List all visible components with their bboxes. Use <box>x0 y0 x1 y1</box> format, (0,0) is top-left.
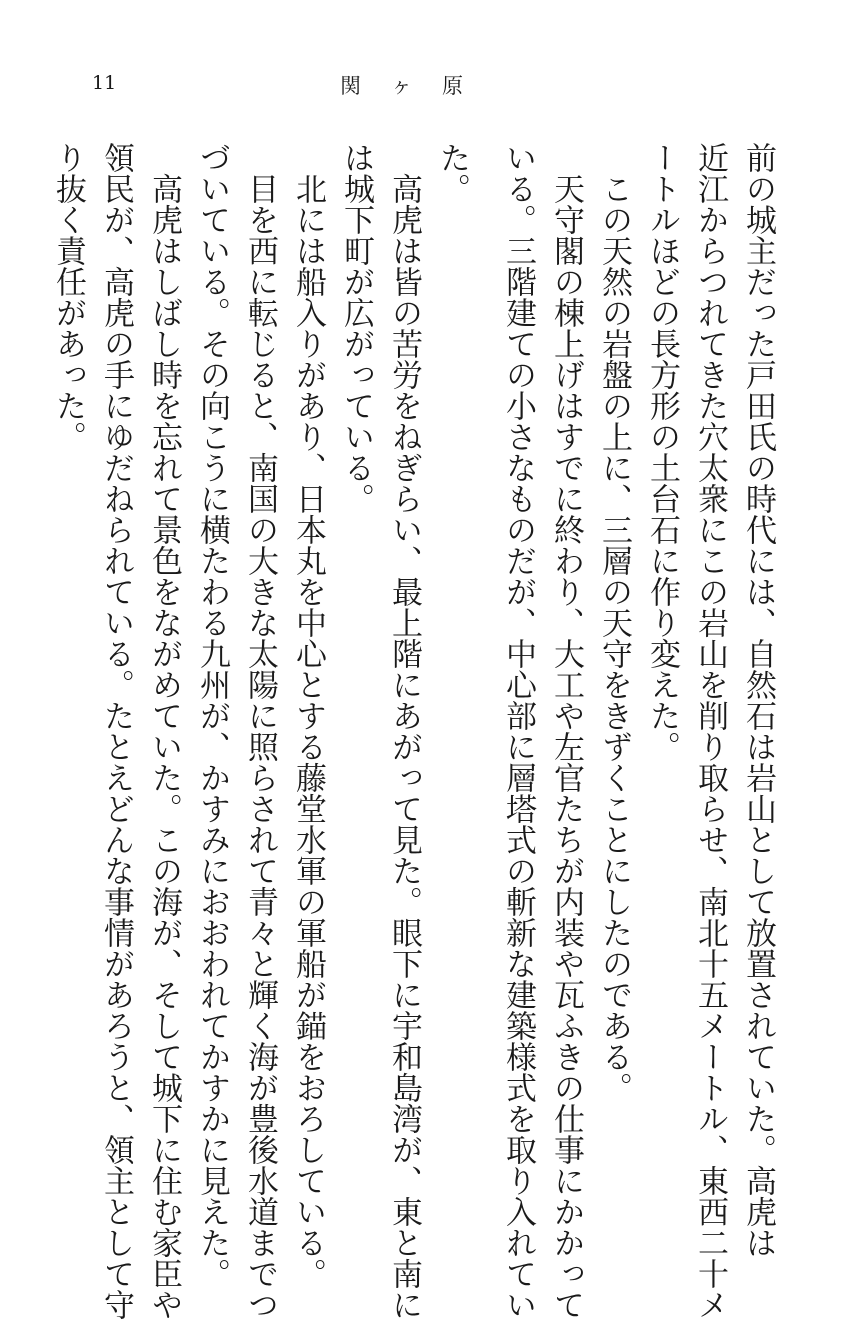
text-line: り抜く責任があった。 <box>50 142 86 452</box>
text-line: ートルほどの長方形の土台石に作り変えた。 <box>644 142 680 762</box>
text-line: 高虎は皆の苦労をねぎらい、最上階にあがって見た。眼下に宇和島湾が、東と南に <box>386 173 422 1320</box>
text-line: いる。三階建ての小さなものだが、中心部に層塔式の斬新な建築様式を取り入れてい <box>500 142 536 1320</box>
text-line: 領民が、高虎の手にゆだねられている。たとえどんな事情があろうと、領主として守 <box>98 142 134 1320</box>
text-line: づいている。その向こうに横たわる九州が、かすみにおおわれてかすかに見えた。 <box>194 142 230 1289</box>
body-text <box>50 100 780 1320</box>
text-line: 天守閣の棟上げはすでに終わり、大工や左官たちが内装や瓦ふきの仕事にかかって <box>548 173 584 1320</box>
text-line: 目を西に転じると、南国の大きな太陽に照らされて青々と輝く海が豊後水道までつ <box>242 173 278 1320</box>
text-line: 北には船入りがあり、日本丸を中心とする藤堂水軍の軍船が錨をおろしている。 <box>290 173 326 1289</box>
text-line: た。 <box>434 142 470 204</box>
text-line: 近江からつれてきた穴太衆にこの岩山を削り取らせ、南北十五メートル、東西二十メ <box>692 142 728 1320</box>
running-title: 関ヶ原 <box>340 74 493 98</box>
page-number: 11 <box>92 72 117 94</box>
text-line: 高虎はしばし時を忘れて景色をながめていた。この海が、そして城下に住む家臣や <box>146 173 182 1320</box>
text-line: は城下町が広がっている。 <box>338 142 374 514</box>
text-line: この天然の岩盤の上に、三層の天守をきずくことにしたのである。 <box>596 173 632 1103</box>
text-line: 前の城主だった戸田氏の時代には、自然石は岩山として放置されていた。高虎は <box>740 142 776 1258</box>
